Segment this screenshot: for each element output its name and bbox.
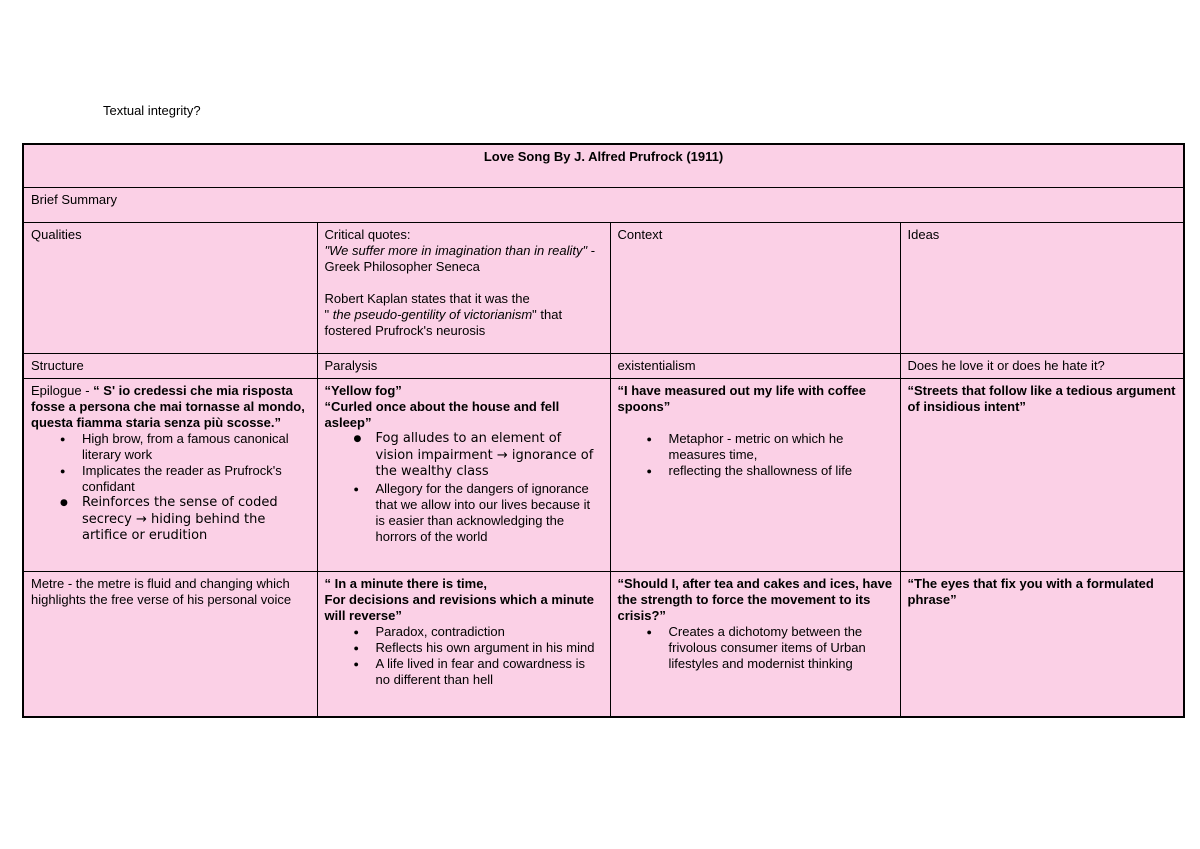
fog-cell — [317, 379, 610, 572]
coffee-bullets — [618, 431, 893, 479]
list-item: ● Fog alludes to an element of vision impairment → ignorance of the wealthy class — [376, 431, 603, 481]
structure-cell: Structure — [23, 354, 317, 379]
epilogue-label: Epilogue - — [31, 383, 94, 398]
epilogue-bullets — [31, 431, 310, 545]
list-item: ● Creates a dichotomy between the frivolous consumer items of Urban lifestyles and modernist thinking — [669, 624, 893, 672]
ideas-cell: Ideas — [900, 223, 1184, 354]
streets-quote: “Streets that follow like a tedious argument of insidious intent” — [907, 383, 1176, 414]
list-item: ● Metaphor - metric on which he measures time, — [669, 431, 893, 463]
table-row — [23, 354, 1184, 379]
qualities-cell: Qualities — [23, 223, 317, 354]
eyes-cell — [900, 572, 1184, 718]
existentialism-cell: existentialism — [610, 354, 900, 379]
summary-row — [23, 188, 1184, 223]
coffee-quote: “I have measured out my life with coffee spoons” — [617, 383, 867, 414]
context-cell: Context — [610, 223, 900, 354]
list-item: ● Reflects his own argument in his mind — [376, 640, 603, 656]
document-heading: Textual integrity? — [103, 103, 201, 118]
list-item: ● reflecting the shallowness of life — [669, 463, 893, 479]
tea-bullets — [618, 624, 893, 672]
epilogue-cell — [23, 379, 317, 572]
list-item: ● A life lived in fear and cowardness is no different than hell — [376, 656, 603, 688]
critical-quotes-label: Critical quotes: — [324, 227, 411, 242]
analysis-table — [22, 143, 1185, 718]
coffee-cell — [610, 379, 900, 572]
table-row — [23, 223, 1184, 354]
list-item: ● Reinforces the sense of coded secrecy → hiding behind the artifice or erudition — [82, 495, 310, 545]
table-row — [23, 379, 1184, 572]
list-item: ● Implicates the reader as Prufrock's confidant — [82, 463, 310, 495]
table-title: Love Song By J. Alfred Prufrock (1911) — [23, 144, 1184, 188]
fog-quote-1: “Yellow fog” — [324, 383, 402, 398]
minute-quote-2: For decisions and revisions which a minute will reverse” — [324, 592, 594, 623]
minute-bullets — [325, 624, 603, 688]
list-item: ● Paradox, contradiction — [376, 624, 603, 640]
fog-bullets — [325, 431, 603, 545]
metre-cell: Metre - the metre is fluid and changing which highlights the free verse of his personal voice — [23, 572, 317, 718]
streets-cell — [900, 379, 1184, 572]
minute-cell — [317, 572, 610, 718]
kaplan-quote: Robert Kaplan states that it was the " the pseudo-gentility of victorianism" that fostered Prufrock's neurosis — [324, 291, 563, 338]
critical-quotes-cell — [317, 223, 610, 354]
list-item: ● Allegory for the dangers of ignorance that we allow into our lives because it is easier than acknowledging the horrors of the world — [376, 481, 603, 545]
table-row — [23, 572, 1184, 718]
list-item: ● High brow, from a famous canonical literary work — [82, 431, 310, 463]
fog-quote-2: “Curled once about the house and fell asleep” — [324, 399, 560, 430]
tea-quote: “Should I, after tea and cakes and ices, have the strength to force the movement to its crisis?” — [617, 576, 893, 623]
tea-cell — [610, 572, 900, 718]
epilogue-quote: “ S' io credessi che mia risposta fosse a persona che mai tornasse al mondo, questa fiamma staria senza più scosse.” — [31, 383, 305, 430]
seneca-quote: "We suffer more in imagination than in reality" - Greek Philosopher Seneca — [324, 243, 596, 274]
title-row — [23, 144, 1184, 188]
minute-quote-1: “ In a minute there is time, — [324, 576, 488, 591]
paralysis-cell: Paralysis — [317, 354, 610, 379]
love-hate-cell: Does he love it or does he hate it? — [900, 354, 1184, 379]
brief-summary-cell: Brief Summary — [23, 188, 1184, 223]
eyes-quote: “The eyes that fix you with a formulated phrase” — [907, 576, 1154, 607]
